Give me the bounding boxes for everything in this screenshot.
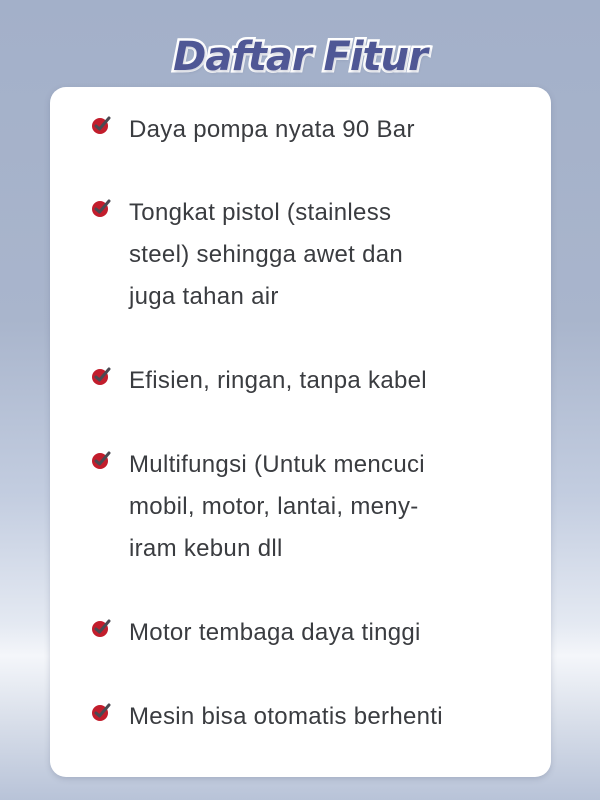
page-title: Daftar Fitur bbox=[173, 34, 427, 80]
feature-text: Mesin bisa otomatis berhenti bbox=[129, 703, 443, 730]
check-circle-icon bbox=[91, 450, 111, 470]
check-circle-icon bbox=[91, 702, 111, 722]
check-circle-icon bbox=[91, 115, 111, 135]
check-circle-icon bbox=[91, 366, 111, 386]
feature-text: Tongkat pistol (stainless steel) sehingga awet dan juga tahan air bbox=[129, 199, 404, 310]
feature-text: Motor tembaga daya tinggi bbox=[129, 619, 421, 646]
feature-text: Multifungsi (Untuk mencuci mobil, motor, lantai, meny- iram kebun dll bbox=[129, 451, 425, 562]
feature-card bbox=[50, 87, 551, 777]
check-circle-icon bbox=[91, 618, 111, 638]
check-circle-icon bbox=[91, 198, 111, 218]
feature-text: Daya pompa nyata 90 Bar bbox=[129, 116, 415, 143]
feature-text: Efisien, ringan, tanpa kabel bbox=[129, 367, 427, 394]
